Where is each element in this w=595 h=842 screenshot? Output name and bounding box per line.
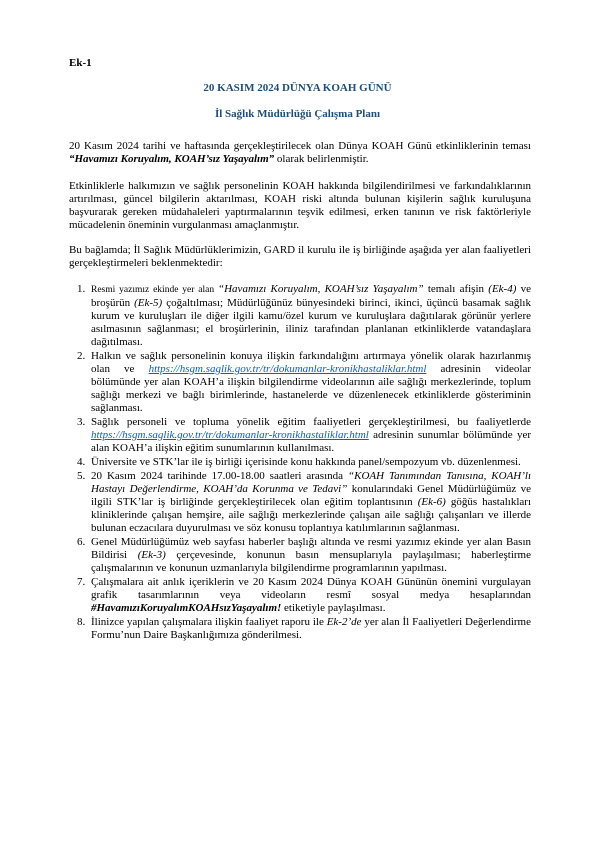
training-topics: “KOAH Tanımından Tanısına, KOAH’lı Hastayı Değerlendirme, KOAH’da Korunma ve Tedavi”	[91, 470, 532, 495]
item-text: temalı afişin	[423, 283, 489, 295]
presentations-link[interactable]: https://hsgm.saglik.gov.tr/tr/dokumanlar-kronikhastaliklar.html	[91, 429, 369, 441]
item-number: 5.	[77, 470, 86, 482]
item-text: Genel Müdürlüğümüz web sayfası haberler başlığı altında ve resmi yazımız ekinde yer alan Basın Bildirisi	[91, 536, 531, 561]
annex-ref: (Ek-3)	[137, 549, 166, 561]
item-number: 1.	[77, 283, 86, 295]
item-text: etiketiyle paylaşılması.	[281, 602, 386, 614]
item-text: 20 Kasım 2024 tarihinde 17.00-18.00 saatleri arasında	[91, 470, 348, 482]
item-number: 6.	[77, 536, 86, 548]
context-text: Bu bağlamda; İl Sağlık Müdürlüklerimizin, GARD il kurulu ile iş birliğinde aşağıda yer alan faaliyetleri gerçekleştirmeleri beklenmektedir:	[69, 244, 531, 269]
list-item	[69, 470, 531, 535]
item-text: çoğaltılması; Müdürlüğünüz bünyesindeki birinci, ikinci, üçüncü basamak sağlık kurum ve kuruluşları ile diğer ilgili kamu/özel kurum ve kuruluşlara dağıtılarak görünür yerlere asılmasının sağlanması; el broşürlerinin, iliniz tarafından planlanan etkinliklerde vatandaşlara dağıtılması.	[91, 297, 531, 348]
annex-label: Ek-1	[69, 57, 92, 69]
item-number: 7.	[77, 576, 86, 588]
item-text: göğüs hastalıkları kliniklerinde çalışan hemşire, aile sağlığı merkezlerinde çalışan aile sağlığı çalışanları ve illerde bulunan eczacılara duyurulması ve söz konusu toplantıya katılımlarının sağlanması.	[91, 496, 532, 534]
goals-text: Etkinliklerle halkımızın ve sağlık personelinin KOAH hakkında bilgilendirilmesi ve farkındalıklarının artırılması, güncel bilgilerin aktarılması, KOAH riski altında bulunan kişilerin sağlık kuruluşuna başvurarak gereken müdahaleleri yaptırmalarının teşvik edilmesi, erken tanının ve risk faktörleriyle mücadelenin öneminin vurgulanması amaçlanmıştır.	[69, 180, 531, 231]
intro-paragraph-context	[69, 244, 531, 270]
item-text: adresinin sunumlar bölümünde yer alan KOAH’a ilişkin eğitim sunumlarının kullanılması.	[91, 429, 531, 454]
list-item	[69, 350, 531, 415]
item-number: 3.	[77, 416, 86, 428]
item-text: İlinizce yapılan çalışmalara ilişkin faaliyet raporu ile	[91, 616, 327, 628]
document-subtitle: İl Sağlık Müdürlüğü Çalışma Planı	[214, 108, 381, 120]
list-item	[69, 456, 531, 469]
intro-paragraph-theme	[69, 140, 531, 166]
intro-text: 20 Kasım 2024 tarihi ve haftasında gerçekleştirilecek olan Dünya KOAH Günü etkinliklerinin teması	[69, 140, 531, 152]
document-title: 20 KASIM 2024 DÜNYA KOAH GÜNÜ	[203, 82, 392, 94]
item-number: 4.	[77, 456, 86, 468]
item-text: ve broşürün	[91, 283, 532, 309]
item-number: 8.	[77, 616, 86, 628]
item-text: Halkın ve sağlık personelinin konuya ilişkin farkındalığını artırmaya yönelik olarak hazırlanmış olan ve	[91, 350, 531, 375]
item-number: 2.	[77, 350, 86, 362]
list-item	[69, 416, 531, 455]
item-text: konularındaki Genel Müdürlüğümüz ve ilgili STK’lar iş birliğinde gerçekleştirilecek olan eğitim toplantısının	[91, 483, 531, 508]
item-text: Çalışmalara ait anlık içeriklerin ve 20 Kasım 2024 Dünya KOAH Gününün önemini vurgulayan grafik tasarımlarının veya videoların resmî sosyal medya hesaplarından	[91, 576, 531, 601]
annex-ref: Ek-2’de	[326, 616, 362, 628]
hashtag: #HavamızıKoruyalımKOAHsızYaşayalım!	[91, 602, 282, 614]
annex-ref: (Ek-4)	[488, 283, 517, 295]
documents-link[interactable]: https://hsgm.saglik.gov.tr/tr/dokumanlar-kronikhastaliklar.html	[148, 363, 427, 375]
item-text: çerçevesinde, konunun basın mensuplarıyla paylaşılması; haberleştirme çalışmalarının ve konunun uzmanlarıyla bilgilendirme programlarının yapılması.	[91, 549, 531, 574]
annex-ref: (Ek-5)	[134, 297, 163, 309]
intro-text-end: olarak belirlenmiştir.	[274, 153, 369, 165]
list-item	[69, 536, 531, 575]
annex-ref: (Ek-6)	[417, 496, 446, 508]
activity-list	[69, 283, 531, 643]
item-text: yer alan İl Faaliyetleri Değerlendirme Formu’nun Daire Başkanlığımıza gönderilmesi.	[91, 616, 531, 641]
item-text: Üniversite ve STK’lar ile iş birliği içerisinde konu hakkında panel/sempozyum vb. düzenlenmesi.	[91, 456, 521, 468]
list-item	[69, 283, 531, 349]
item-text: Sağlık personeli ve topluma yönelik eğitim faaliyetleri gerçekleştirilmesi, bu faaliyetlerde	[91, 416, 531, 428]
intro-paragraph-goals	[69, 180, 531, 232]
item-emphasis: “Havamızı Koruyalım, KOAH’sız Yaşayalım”	[218, 283, 424, 295]
theme-text: “Havamızı Koruyalım, KOAH’sız Yaşayalım”	[69, 153, 275, 165]
list-item	[69, 616, 531, 642]
list-item	[69, 576, 531, 615]
item-text: adresinin videolar bölümünde yer alan KOAH’a ilişkin bilgilendirme videolarının aile sağlığı merkezlerinde, toplum sağlığı merkezi ve bağlı birimlerinde, hastanelerde ve düzenlenecek etkinliklerde gösteriminin sağlanması.	[91, 363, 531, 414]
item-text: Resmi yazımız ekinde yer alan	[91, 285, 218, 295]
